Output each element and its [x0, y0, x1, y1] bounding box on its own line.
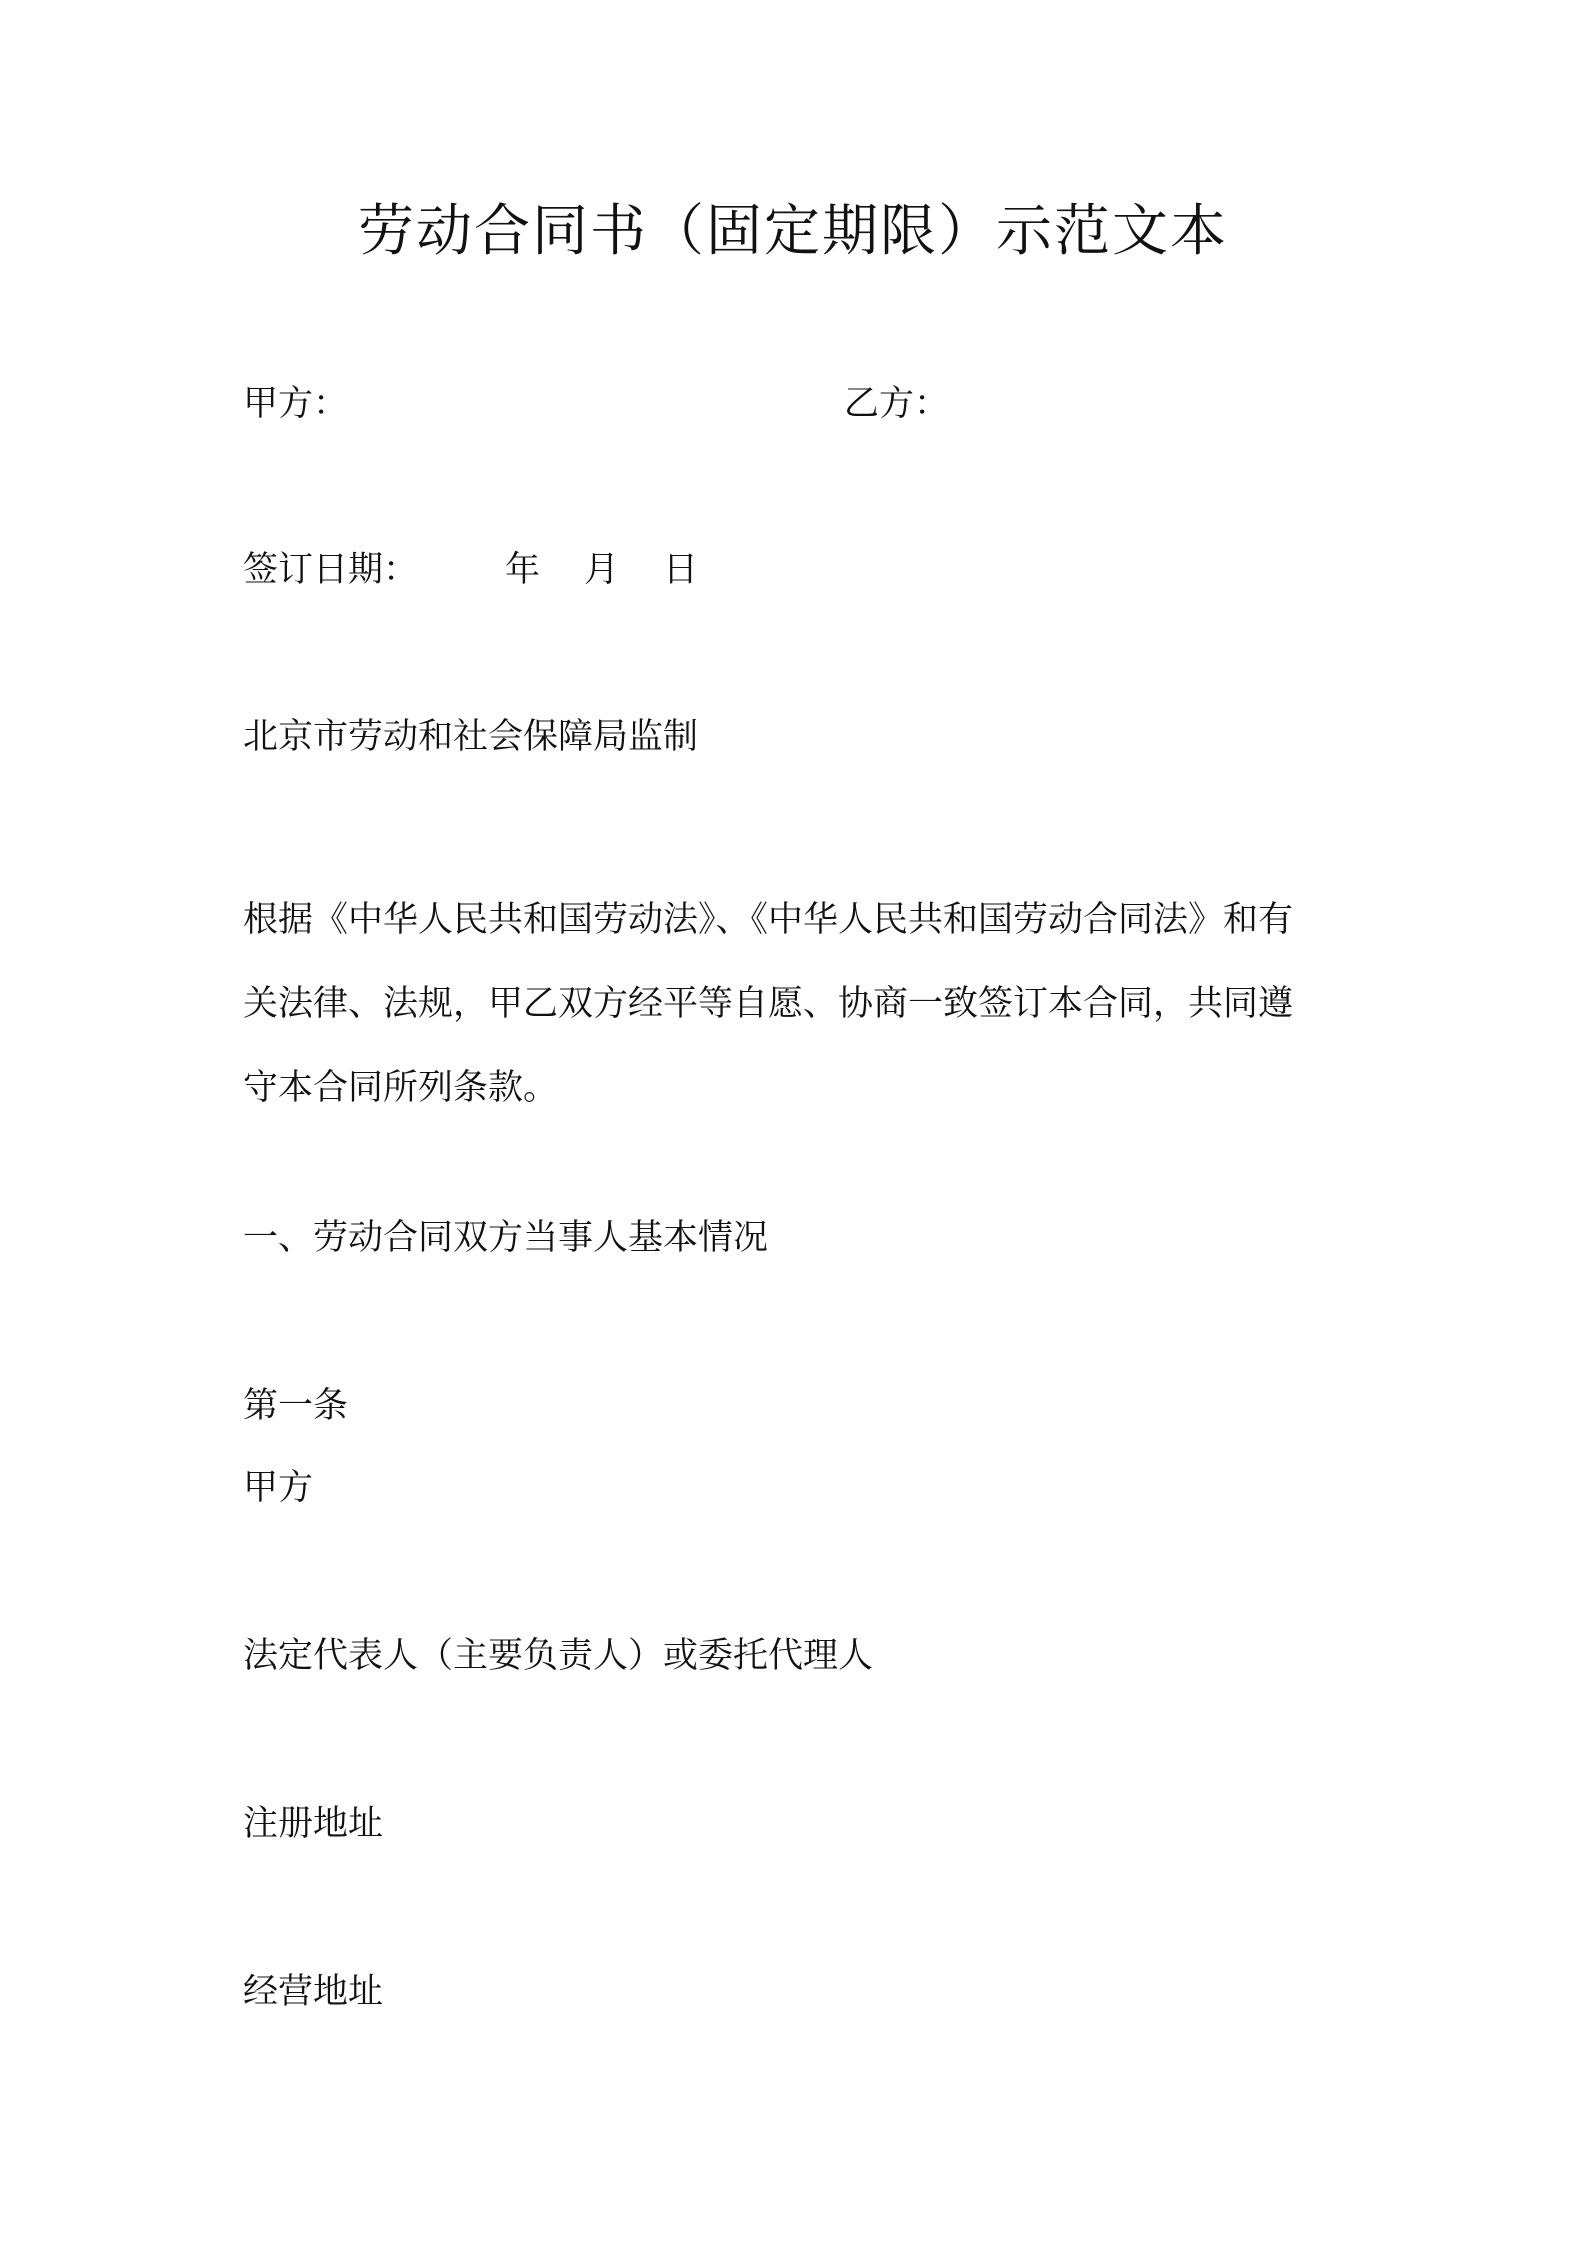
sign-date-day: 日 [663, 550, 699, 590]
intro-paragraph [243, 878, 1363, 1130]
registered-address-field: 注册地址 [243, 1804, 384, 1844]
supervisor-note: 北京市劳动和社会保障局监制 [243, 717, 699, 757]
party-a-label: 甲方： [243, 384, 349, 424]
sign-date-month: 月 [584, 550, 620, 590]
intro-line: 守本合同所列条款。 [243, 1068, 559, 1108]
legal-rep-field: 法定代表人（主要负责人）或委托代理人 [243, 1636, 874, 1676]
document-title: 劳动合同书（固定期限）示范文本 [358, 199, 1228, 264]
sign-date-label: 签订日期： [243, 550, 419, 590]
intro-line: 根据《中华人民共和国劳动法》、《中华人民共和国劳动合同法》和有 [243, 900, 1294, 940]
article-heading: 第一条 [243, 1386, 349, 1426]
sign-date-year: 年 [505, 550, 541, 590]
party-a-field: 甲方 [243, 1468, 314, 1508]
party-b-label: 乙方： [844, 384, 950, 424]
section-heading: 一、劳动合同双方当事人基本情况 [243, 1218, 769, 1258]
sign-date-line [243, 548, 742, 592]
business-address-field: 经营地址 [243, 1972, 384, 2012]
intro-line: 关法律、法规，甲乙双方经平等自愿、协商一致签订本合同，共同遵 [243, 984, 1294, 1024]
